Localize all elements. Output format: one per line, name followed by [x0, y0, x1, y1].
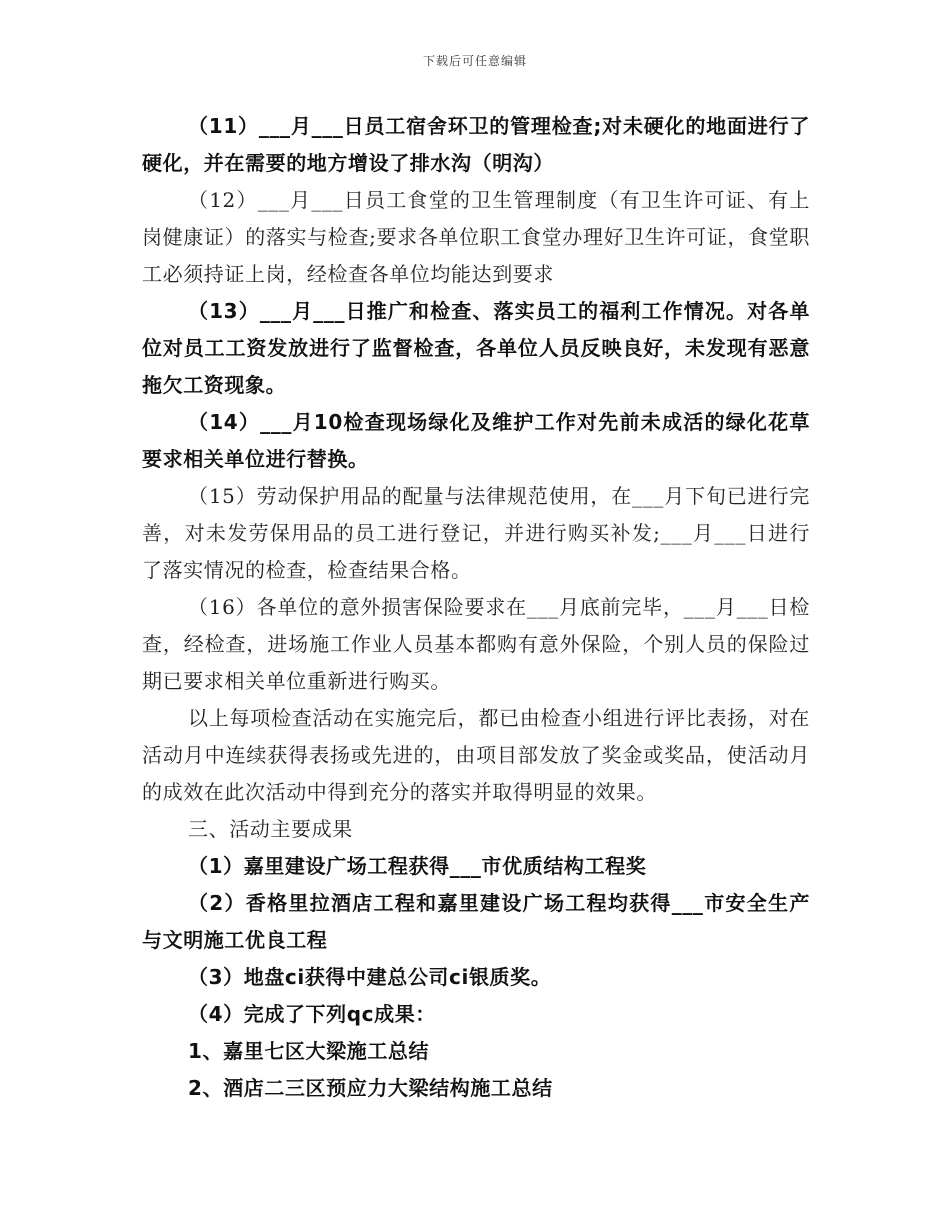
qc-item-1: 1、嘉里七区大梁施工总结	[188, 1039, 430, 1063]
paragraph-item-14: （14）___月10检查现场绿化及维护工作对先前未成活的绿化花草要求相关单位进行替换。	[142, 410, 810, 471]
document-body	[142, 108, 810, 1107]
result-item-1: （1）嘉里建设广场工程获得___市优质结构工程奖	[188, 854, 647, 878]
section-heading-results: 三、活动主要成果	[188, 817, 353, 841]
paragraph-item-13: （13）___月___日推广和检查、落实员工的福利工作情况。对各单位对员工工资发放进行了监督检查，各单位人员反映良好，未发现有恶意拖欠工资现象。	[142, 299, 810, 397]
paragraph-item-16: （16）各单位的意外损害保险要求在___月底前完毕，___月___日检查，经检查，进场施工作业人员基本都购有意外保险，个别人员的保险过期已要求相关单位重新进行购买。	[142, 595, 810, 693]
result-item-4: （4）完成了下列qc成果：	[188, 1002, 436, 1026]
paragraph-item-15: （15）劳动保护用品的配量与法律规范使用，在___月下旬已进行完善，对未发劳保用品的员工进行登记，并进行购买补发;___月___日进行了落实情况的检查，检查结果合格。	[142, 484, 810, 582]
result-item-3: （3）地盘ci获得中建总公司ci银质奖。	[188, 965, 552, 989]
result-item-2: （2）香格里拉酒店工程和嘉里建设广场工程均获得___市安全生产与文明施工优良工程	[142, 891, 810, 952]
paragraph-item-11: （11）___月___日员工宿舍环卫的管理检查;对未硬化的地面进行了硬化，并在需要的地方增设了排水沟（明沟）	[142, 114, 810, 175]
qc-item-2: 2、酒店二三区预应力大梁结构施工总结	[188, 1076, 553, 1100]
page-header: 下载后可任意编辑	[422, 54, 527, 68]
paragraph-summary: 以上每项检查活动在实施完后，都已由检查小组进行评比表扬，对在活动月中连续获得表扬或先进的，由项目部发放了奖金或奖品，使活动月的成效在此次活动中得到充分的落实并取得明显的效果。	[142, 706, 810, 804]
paragraph-item-12: （12）___月___日员工食堂的卫生管理制度（有卫生许可证、有上岗健康证）的落实与检查;要求各单位职工食堂办理好卫生许可证，食堂职工必须持证上岗，经检查各单位均能达到要求	[142, 188, 810, 286]
